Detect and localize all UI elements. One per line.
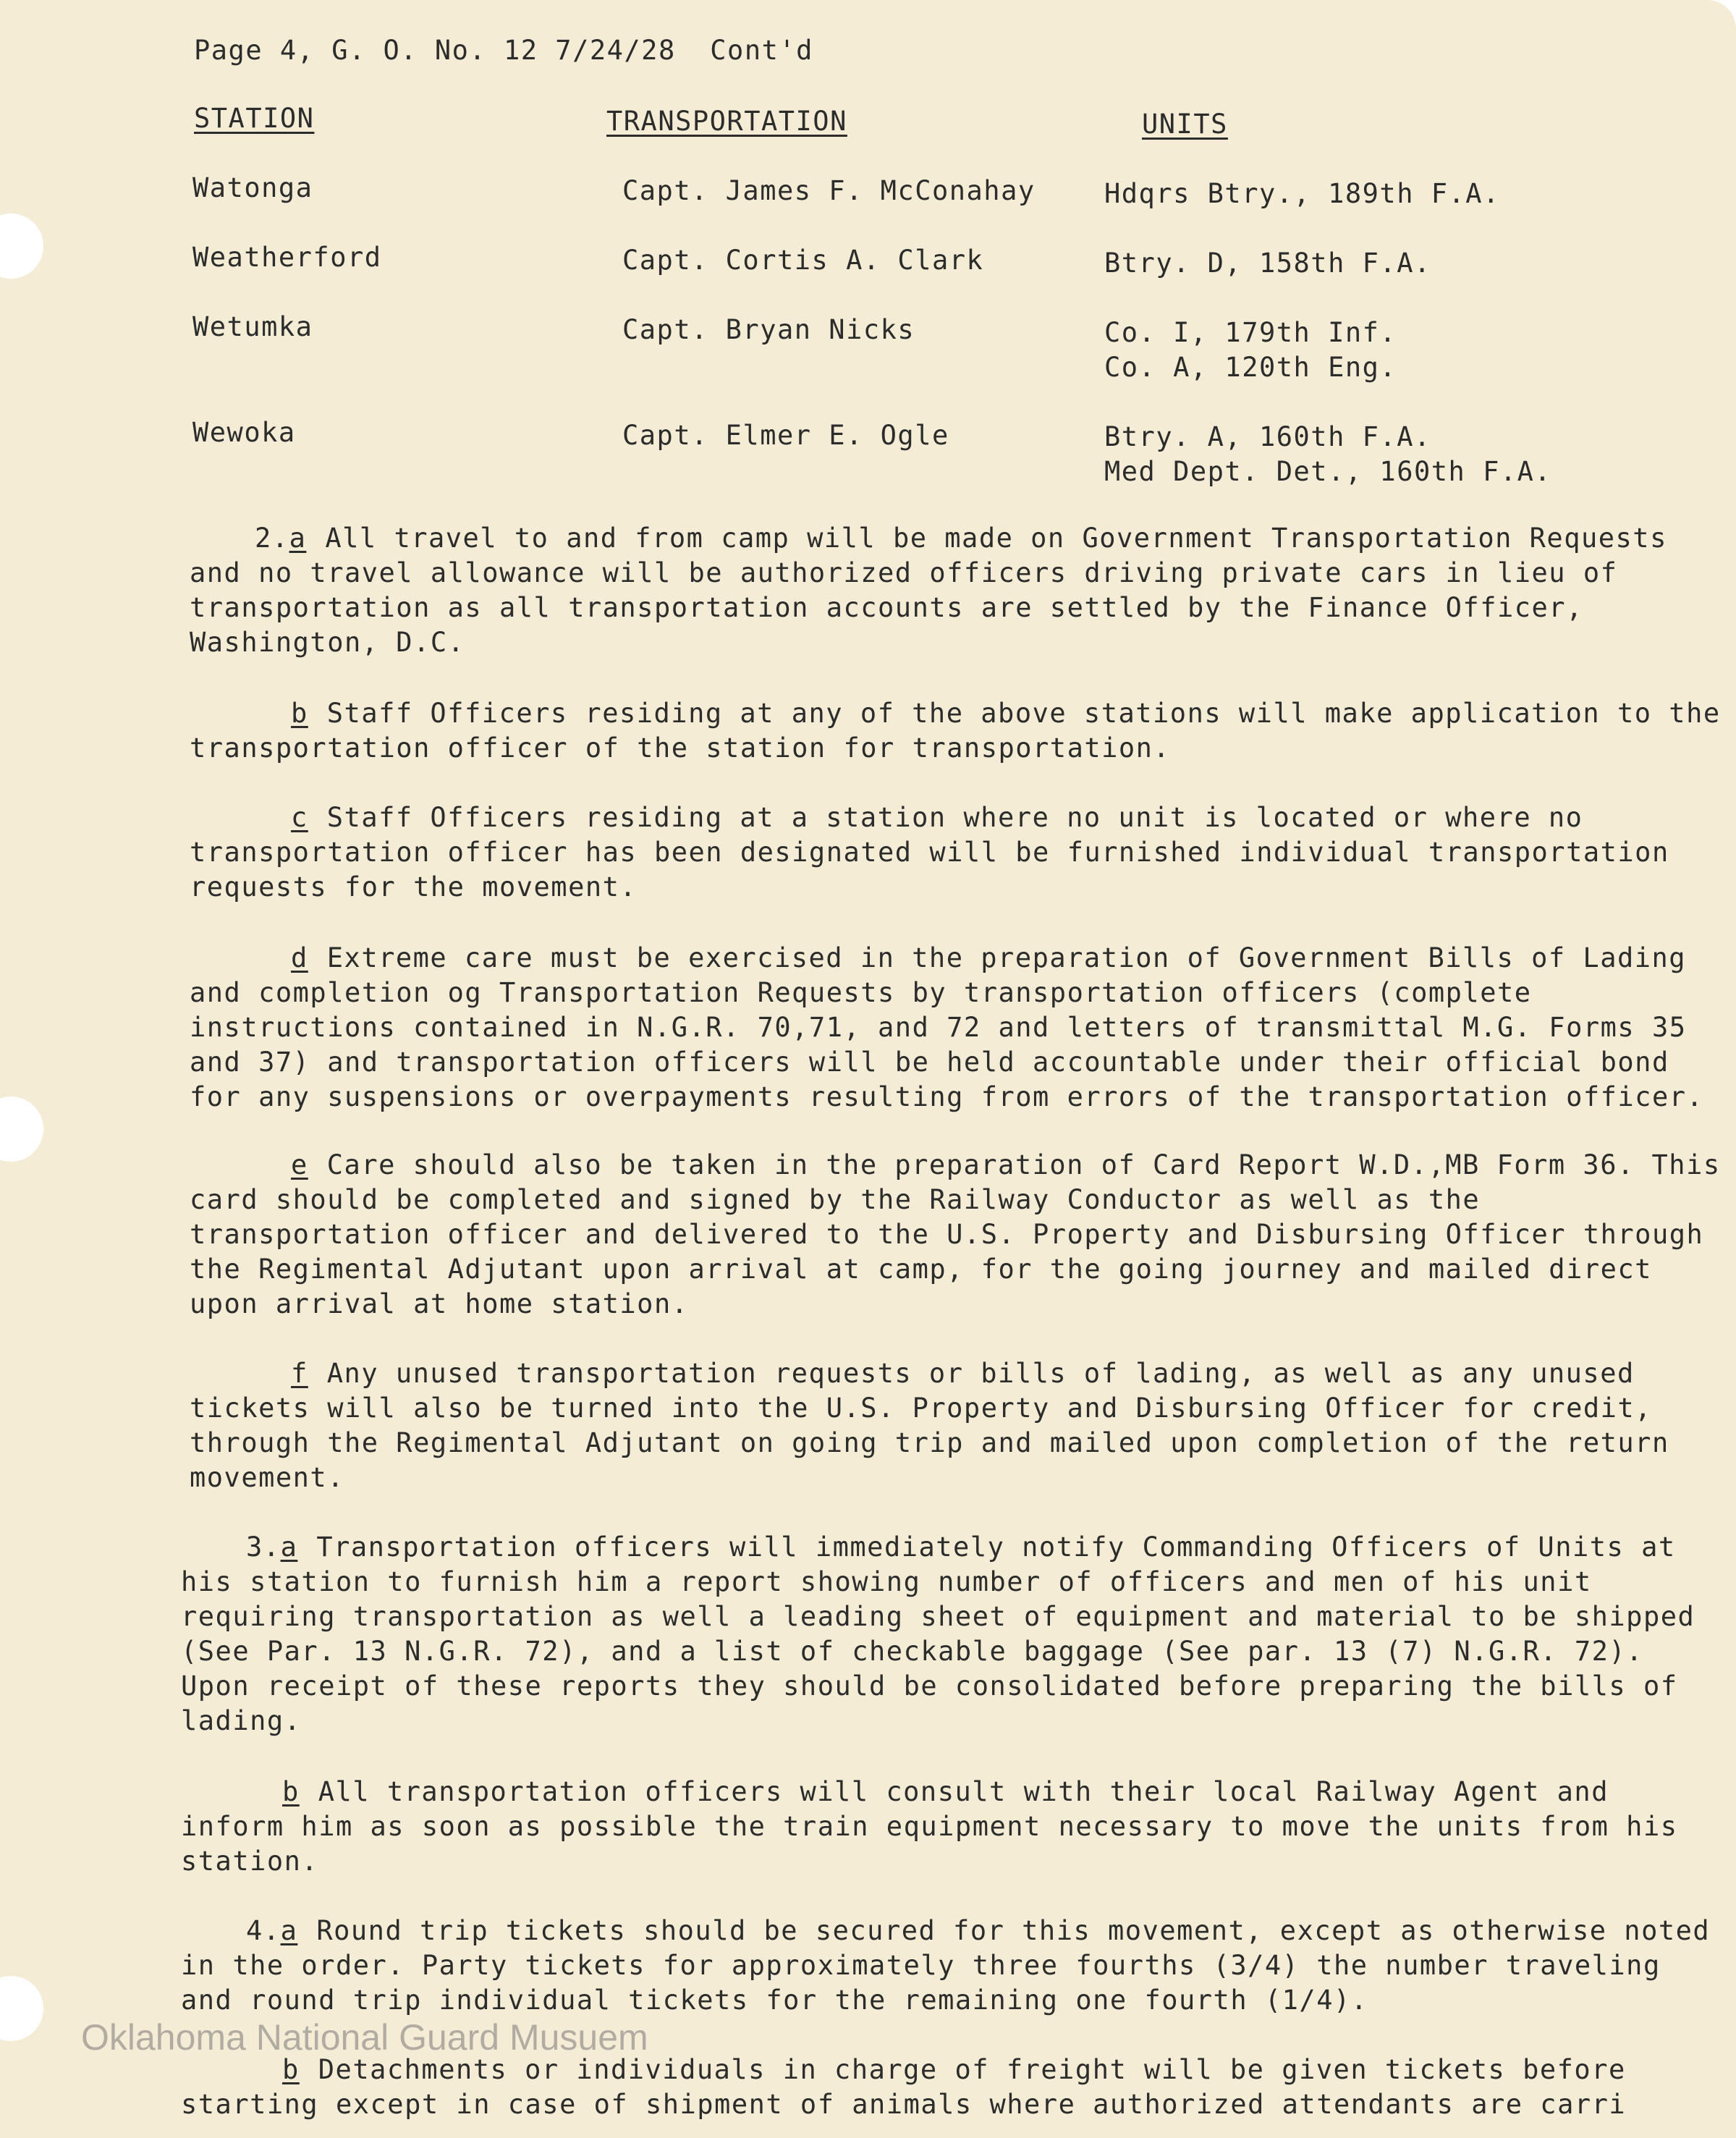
paragraph-3b bbox=[181, 1775, 1722, 1879]
paragraph-number: 2. bbox=[255, 523, 289, 554]
paragraph-number: 3. bbox=[246, 1531, 281, 1563]
paragraph-text: Detachments or individuals in charge of freight will be given tickets before starting except in case of shipment of animals where authorized attendants are carri bbox=[181, 2054, 1627, 2120]
paragraph-4a bbox=[181, 1914, 1722, 2018]
paragraph-text: All travel to and from camp will be made on Government Transportation Requests and no travel allowance will be authorized officers driving private cars in lieu of transportation as all transportation accounts are settled by the Finance Officer, Washington, D.C. bbox=[190, 523, 1667, 658]
paragraph-2a bbox=[190, 521, 1731, 660]
page-header: Page 4, G. O. No. 12 7/24/28 Cont'd bbox=[194, 35, 813, 66]
paragraph-letter: a bbox=[289, 523, 307, 554]
watermark: Oklahoma National Guard Musuem bbox=[81, 2017, 648, 2058]
unit-cell: Hdqrs Btry., 189th F.A. bbox=[1104, 178, 1500, 209]
paragraph-2c bbox=[190, 800, 1731, 905]
paragraph-text: Staff Officers residing at any of the above stations will make application to the transportation officer of the station for transportation. bbox=[190, 698, 1721, 764]
officer-cell: Capt. Cortis A. Clark bbox=[622, 245, 984, 276]
paragraph-text: Care should also be taken in the preparation of Card Report W.D.,MB Form 36. This card should be completed and signed by the Railway Conductor as well as the transportation officer and delivered to the U.S. Property and Disbursing Officer through the Regimental Adjutant upon arrival at camp, for the going journey and mailed direct upon arrival at home station. bbox=[190, 1149, 1721, 1319]
paragraph-2d bbox=[190, 941, 1731, 1115]
paragraph-text: Any unused transportation requests or bills of lading, as well as any unused tickets will also be turned into the U.S. Property and Disbursing Officer for credit, through the Regimental Adjutant on going trip and mailed upon completion of the return movement. bbox=[190, 1358, 1669, 1493]
station-cell: Watonga bbox=[192, 172, 313, 203]
paragraph-letter: d bbox=[291, 942, 308, 973]
unit-cell: Btry. A, 160th F.A. bbox=[1104, 421, 1431, 452]
officer-cell: Capt. James F. McConahay bbox=[622, 175, 1036, 206]
paragraph-text: Staff Officers residing at a station where no unit is located or where no transportation officer has been designated will be furnished individual transportation requests for the movement. bbox=[190, 802, 1669, 903]
station-cell: Wewoka bbox=[192, 417, 296, 448]
paragraph-text: Transportation officers will immediately notify Commanding Officers of Units at his station to furnish him a report showing number of officers and men of his unit requiring transportation as well a leading sheet of equipment and material to be shipped (See Par. 13 N.G.R. 72), and a list of checkable baggage (See par. 13 (7) N.G.R. 72). Upon receipt of these reports they should be consolidated before preparing the bills of lading. bbox=[181, 1531, 1695, 1736]
paragraph-text: All transportation officers will consult with their local Railway Agent and inform him as soon as possible the train equipment necessary to move the units from his station. bbox=[181, 1776, 1678, 1877]
paragraph-letter: b bbox=[282, 2054, 300, 2085]
paragraph-letter: b bbox=[282, 1776, 300, 1807]
punch-hole bbox=[0, 1976, 43, 2041]
paragraph-letter: a bbox=[280, 1531, 298, 1563]
column-header-units: UNITS bbox=[1142, 109, 1228, 140]
paragraph-letter: e bbox=[291, 1149, 308, 1180]
unit-cell: Med Dept. Det., 160th F.A. bbox=[1104, 456, 1552, 487]
column-header-station: STATION bbox=[194, 103, 315, 134]
column-header-transportation: TRANSPORTATION bbox=[606, 106, 847, 137]
station-cell: Weatherford bbox=[192, 242, 382, 273]
paragraph-letter: c bbox=[291, 802, 308, 833]
paragraph-letter: f bbox=[291, 1358, 308, 1389]
paragraph-3a bbox=[181, 1530, 1722, 1738]
unit-cell: Co. I, 179th Inf. bbox=[1104, 317, 1397, 348]
paragraph-number: 4. bbox=[246, 1915, 281, 1946]
punch-hole bbox=[0, 1097, 43, 1162]
paragraph-4b bbox=[181, 2053, 1722, 2122]
paragraph-text: Round trip tickets should be secured for this movement, except as otherwise noted in the order. Party tickets for approximately three fourths (3/4) the number traveling and round trip individual tickets for the remaining one fourth (1/4). bbox=[181, 1915, 1711, 2016]
paragraph-letter: a bbox=[280, 1915, 298, 1946]
paragraph-text: Extreme care must be exercised in the preparation of Government Bills of Lading and completion og Transportation Requests by transportation officers (complete instructions contained in N.G.R. 70,71, and 72 and letters of transmittal M.G. Forms 35 and 37) and transportation officers will be held accountable under their official bond for any suspensions or overpayments resulting from errors of the transportation officer. bbox=[190, 942, 1704, 1112]
unit-cell: Co. A, 120th Eng. bbox=[1104, 352, 1397, 383]
paragraph-2e bbox=[190, 1148, 1731, 1322]
paragraph-2b bbox=[190, 696, 1731, 766]
unit-cell: Btry. D, 158th F.A. bbox=[1104, 248, 1431, 279]
paragraph-2f bbox=[190, 1356, 1731, 1495]
punch-hole bbox=[0, 214, 43, 279]
paragraph-letter: b bbox=[291, 698, 308, 729]
officer-cell: Capt. Elmer E. Ogle bbox=[622, 420, 949, 451]
station-cell: Wetumka bbox=[192, 311, 313, 342]
officer-cell: Capt. Bryan Nicks bbox=[622, 314, 915, 345]
